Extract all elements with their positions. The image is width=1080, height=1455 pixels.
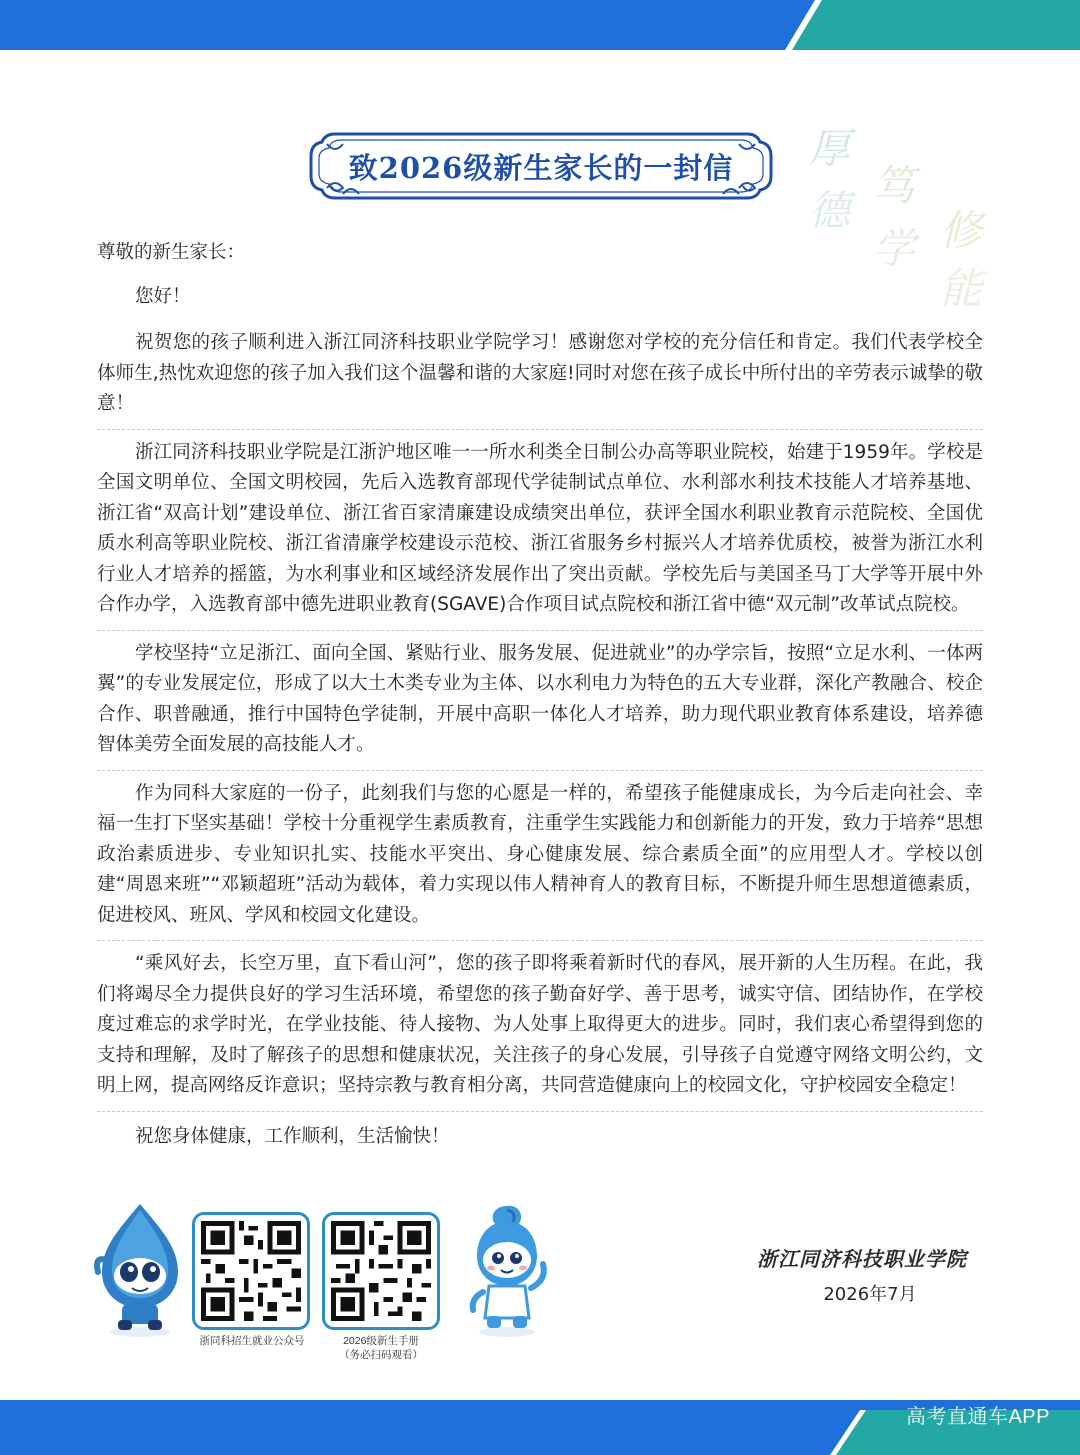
motto-char: 厚	[808, 124, 851, 173]
letter-body	[97, 238, 983, 1152]
qr-caption-handbook	[310, 1334, 452, 1362]
letter-date: 2026年7月	[823, 1284, 917, 1305]
qr-code-recruitment[interactable]	[192, 1212, 310, 1330]
top-decor-band	[0, 0, 1080, 50]
salutation: 尊敬的新生家长：	[97, 242, 246, 263]
letter-paragraph: 祝贺您的孩子顺利进入浙江同济科技职业学院学习！感谢您对学校的充分信任和肯定。我们代表学校全体师生,热忱欢迎您的孩子加入我们这个温馨和谐的大家庭!同时对您在孩子成长中所付出的辛劳表示诚挚的敬意！	[97, 320, 983, 430]
motto-char: 德	[808, 186, 851, 235]
school-signature: 浙江同济科技职业学院	[757, 1247, 967, 1271]
qr-caption-handbook-title: 2026级新生手册	[343, 1335, 419, 1347]
letter-paragraph: 作为同科大家庭的一份子，此刻我们与您的心愿是一样的，希望孩子能健康成长，为今后走向社会、幸福一生打下坚实基础！学校十分重视学生素质教育，注重学生实践能力和创新能力的开发，致力于培养“思想政治素质进步、专业知识扎实、技能水平突出、身心健康发展、综合素质全面”的应用型人才。学校以创建“周恩来班”“邓颖超班”活动为载体，着力实现以伟人精神育人的教育目标，不断提升师生思想道德素质，促进校风、班风、学风和校园文化建设。	[97, 771, 983, 942]
closing-wish: 祝您身体健康，工作顺利，生活愉快！	[135, 1125, 450, 1147]
letter-paragraph: 学校坚持“立足浙江、面向全国、紧贴行业、服务发展、促进就业”的办学宗旨，按照“立足水利、一体两翼”的专业发展定位，形成了以大土木类专业为主体、以水利电力为特色的五大专业群，深化产教融合、校企合作、职普融通，推行中国特色学徒制，开展中高职一体化人才培养，助力现代职业教育体系建设，培养德智体美劳全面发展的高技能人才。	[97, 631, 983, 771]
mascot-left-icon	[88, 1200, 193, 1340]
page-title: 致2026级新生家长的一封信	[348, 150, 734, 185]
mascot-right-icon	[455, 1200, 560, 1340]
motto-char: 修	[940, 206, 983, 255]
qr-caption-recruitment: 浙同科招生就业公众号	[199, 1335, 305, 1347]
motto-char: 笃	[873, 161, 916, 210]
watermark: 高考直通车APP	[905, 1406, 1050, 1428]
motto-char: 能	[940, 264, 983, 313]
qr-code-handbook[interactable]	[322, 1212, 440, 1330]
bottom-decor-band	[0, 1400, 1080, 1455]
letter-paragraph: 浙江同济科技职业学院是江浙沪地区唯一一所水利类全日制公办高等职业院校，始建于1959年。学校是全国文明单位、全国文明校园，先后入选教育部现代学徒制试点单位、水利部水利技术技能人才培养基地、浙江省“双高计划”建设单位、浙江省百家清廉建设成绩突出单位，获评全国水利职业教育示范院校、全国优质水利高等职业院校、浙江省清廉学校建设示范校、浙江省服务乡村振兴人才培养优质校，被誉为浙江水利行业人才培养的摇篮，为水利事业和区域经济发展作出了突出贡献。学校先后与美国圣马丁大学等开展中外合作办学，入选教育部中德先进职业教育(SGAVE)合作项目试点院校和浙江省中德“双元制”改革试点院校。	[97, 430, 983, 631]
letter-paragraph: “乘风好去，长空万里，直下看山河”，您的孩子即将乘着新时代的春风，展开新的人生历程。在此，我们将竭尽全力提供良好的学习生活环境，希望您的孩子勤奋好学、善于思考，诚实守信、团结协作，在学校度过难忘的求学时光，在学业技能、待人接物、为人处事上取得更大的进步。同时，我们衷心希望得到您的支持和理解，及时了解孩子的思想和健康状况，关注孩子的身心发展，引导孩子自觉遵守网络文明公约，文明上网，提高网络反诈意识；坚持宗教与教育相分离，共同营造健康向上的校园文化，守护校园安全稳定！	[97, 941, 983, 1112]
motto-char: 学	[873, 224, 916, 273]
qr-caption-handbook-note: （务必扫码观看）	[339, 1349, 423, 1361]
greeting: 您好！	[135, 286, 191, 307]
